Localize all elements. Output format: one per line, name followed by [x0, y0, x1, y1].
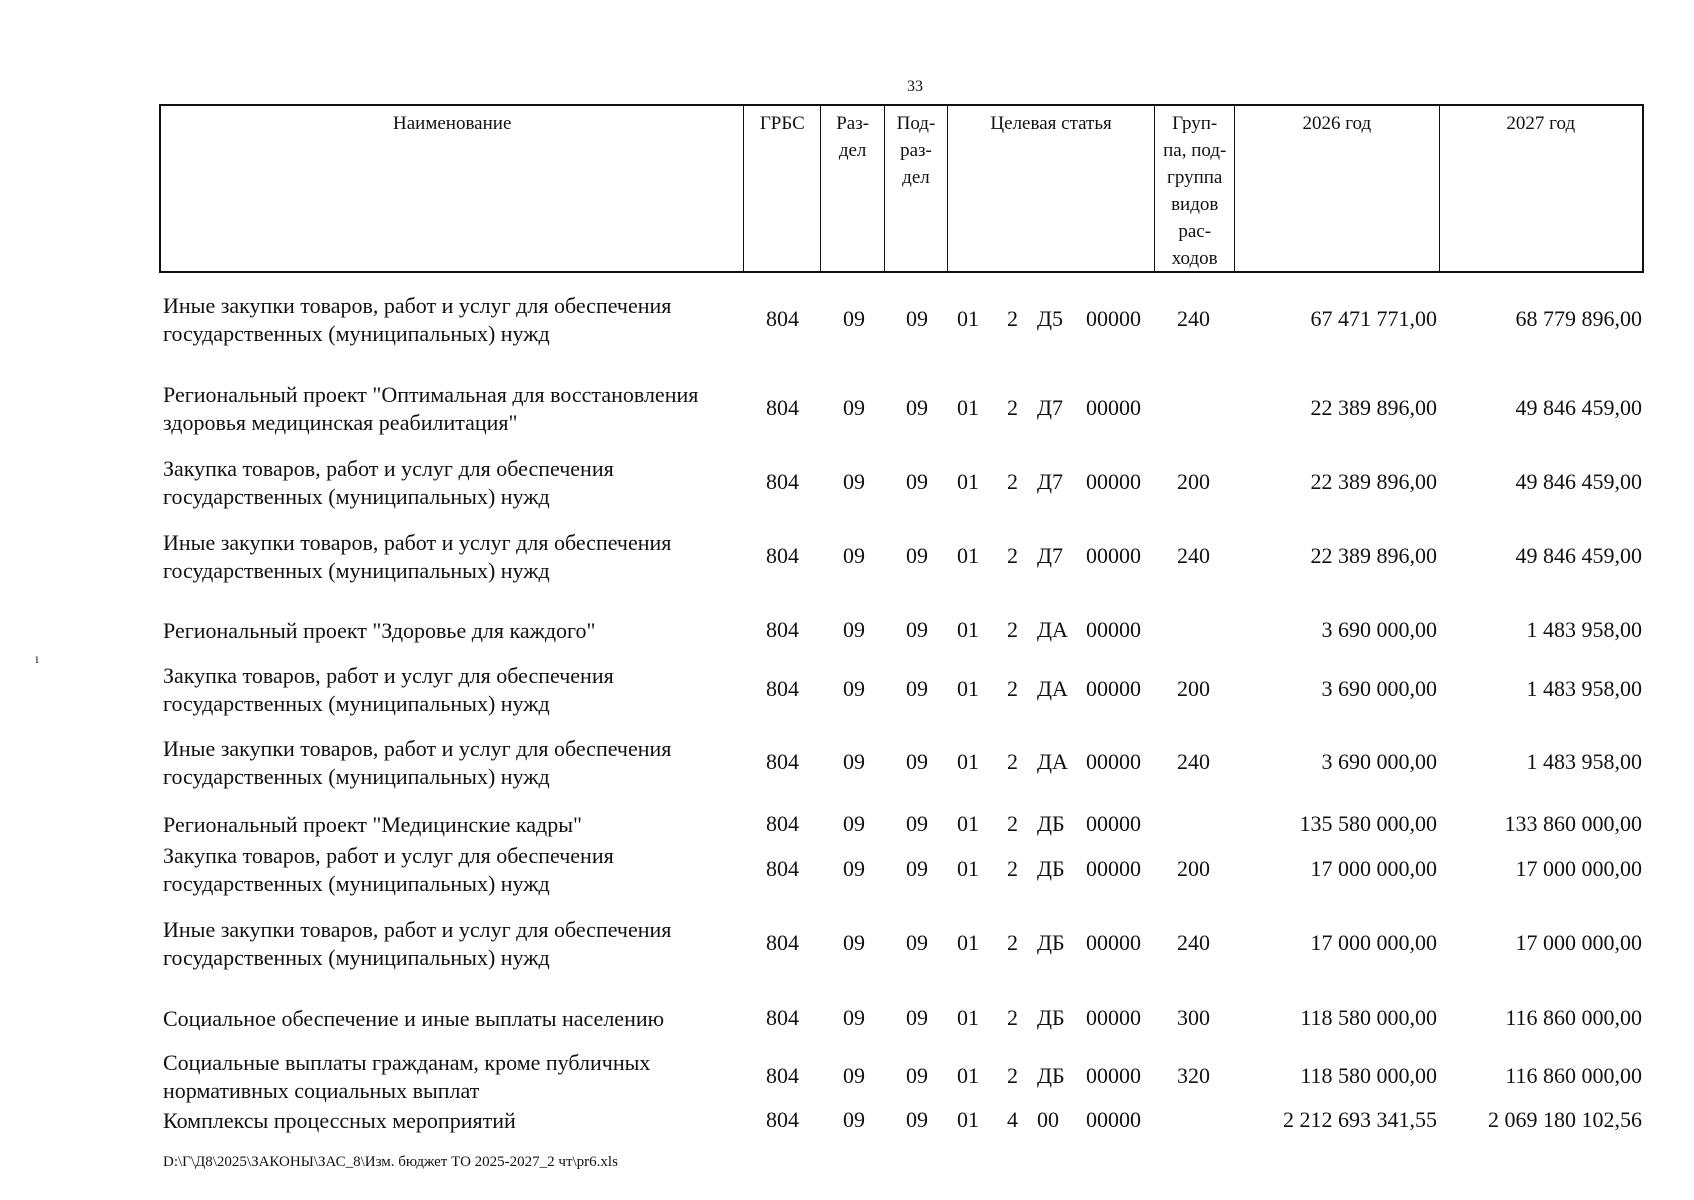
row-name: Региональный проект "Оптимальная для восстановления здоровья медицинская реабилитация" [163, 382, 699, 435]
cell-y2026: 118 580 000,00 [1300, 1063, 1437, 1088]
table-row [159, 529, 1644, 589]
cell-c1: 01 [957, 1063, 979, 1088]
cell-c1: 01 [957, 543, 979, 568]
header-2027: 2027 год [1506, 113, 1576, 134]
footer-file-path: D:\Г\Д8\2025\ЗАКОНЫ\ЗАС_8\Изм. бюджет ТО 2025-2027_2 чт\pr6.xls [163, 1154, 618, 1170]
cell-podrazdel: 09 [906, 1107, 928, 1132]
cell-c1: 01 [957, 930, 979, 955]
cell-podrazdel: 09 [906, 856, 928, 881]
row-name: Комплексы процессных мероприятий [163, 1108, 516, 1133]
cell-grbs: 804 [766, 676, 799, 701]
row-name: Закупка товаров, работ и услуг для обеспечения государственных (муниципальных) нужд [163, 663, 614, 716]
table-header [159, 104, 1644, 273]
cell-c2: 2 [1007, 306, 1018, 331]
cell-y2027: 133 860 000,00 [1504, 811, 1642, 836]
cell-c4: 00000 [1086, 1005, 1141, 1030]
table-row [159, 455, 1644, 515]
cell-c2: 2 [1007, 395, 1018, 420]
cell-c2: 2 [1007, 811, 1018, 836]
cell-c1: 01 [957, 676, 979, 701]
cell-razdel: 09 [843, 306, 865, 331]
table-row [159, 381, 1644, 441]
cell-c4: 00000 [1086, 676, 1141, 701]
cell-c2: 2 [1007, 617, 1018, 642]
row-name: Региональный проект "Медицинские кадры" [163, 812, 582, 837]
cell-c4: 00000 [1086, 811, 1141, 836]
cell-razdel: 09 [843, 930, 865, 955]
table-row [159, 842, 1644, 902]
cell-podrazdel: 09 [906, 930, 928, 955]
row-name: Закупка товаров, работ и услуг для обеспечения государственных (муниципальных) нужд [163, 843, 614, 896]
cell-podrazdel: 09 [906, 395, 928, 420]
cell-razdel: 09 [843, 395, 865, 420]
cell-grp: 200 [1177, 856, 1210, 881]
header-celevaya-statya: Целевая статья [948, 106, 1155, 271]
cell-y2027: 49 846 459,00 [1515, 543, 1642, 568]
header-podrazdel: Под- раз- дел [885, 106, 948, 271]
table-row [159, 292, 1644, 352]
cell-y2026: 3 690 000,00 [1321, 749, 1437, 774]
cell-podrazdel: 09 [906, 811, 928, 836]
cell-c2: 2 [1007, 930, 1018, 955]
header-gruppa-vidov-rashodov: Груп- па, под- группа видов рас- ходов [1155, 106, 1235, 271]
cell-c1: 01 [957, 749, 979, 774]
cell-y2027: 2 069 180 102,56 [1488, 1107, 1642, 1132]
cell-razdel: 09 [843, 749, 865, 774]
cell-grbs: 804 [766, 930, 799, 955]
cell-c4: 00000 [1086, 1107, 1141, 1132]
cell-c3: Д7 [1037, 543, 1064, 568]
cell-y2027: 49 846 459,00 [1515, 395, 1642, 420]
cell-c4: 00000 [1086, 617, 1141, 642]
cell-c3: 00 [1037, 1107, 1059, 1132]
cell-c2: 2 [1007, 676, 1018, 701]
cell-y2027: 1 483 958,00 [1526, 749, 1642, 774]
cell-y2027: 116 860 000,00 [1505, 1063, 1642, 1088]
cell-c4: 00000 [1086, 749, 1141, 774]
header-grbs: ГРБС [744, 106, 821, 271]
cell-c3: Д7 [1037, 469, 1064, 494]
cell-c4: 00000 [1086, 306, 1141, 331]
cell-y2026: 3 690 000,00 [1321, 676, 1437, 701]
cell-c4: 00000 [1086, 395, 1141, 420]
cell-razdel: 09 [843, 1063, 865, 1088]
cell-c3: ДБ [1037, 856, 1065, 881]
header-razdel: Раз- дел [821, 106, 885, 271]
cell-grbs: 804 [766, 1063, 799, 1088]
cell-c2: 2 [1007, 856, 1018, 881]
cell-y2026: 3 690 000,00 [1321, 617, 1437, 642]
table-row [159, 735, 1644, 795]
cell-y2026: 118 580 000,00 [1300, 1005, 1437, 1030]
cell-y2027: 1 483 958,00 [1526, 676, 1642, 701]
cell-c3: ДБ [1037, 1063, 1065, 1088]
cell-c3: Д7 [1037, 395, 1064, 420]
cell-y2026: 22 389 896,00 [1310, 543, 1437, 568]
cell-grp: 240 [1177, 306, 1210, 331]
cell-y2026: 22 389 896,00 [1310, 395, 1437, 420]
cell-c3: ДБ [1037, 811, 1065, 836]
cell-c4: 00000 [1086, 469, 1141, 494]
cell-grbs: 804 [766, 617, 799, 642]
header-name: Наименование [161, 106, 744, 271]
cell-podrazdel: 09 [906, 617, 928, 642]
cell-c2: 2 [1007, 1063, 1018, 1088]
row-name: Иные закупки товаров, работ и услуг для обеспечения государственных (муниципальных) нужд [163, 293, 672, 346]
cell-c4: 00000 [1086, 543, 1141, 568]
table-row [159, 662, 1644, 722]
row-name: Иные закупки товаров, работ и услуг для обеспечения государственных (муниципальных) нужд [163, 530, 672, 583]
cell-grbs: 804 [766, 1107, 799, 1132]
cell-podrazdel: 09 [906, 1063, 928, 1088]
cell-grbs: 804 [766, 1005, 799, 1030]
cell-grbs: 804 [766, 306, 799, 331]
cell-y2026: 135 580 000,00 [1299, 811, 1437, 836]
cell-c3: ДА [1037, 749, 1068, 774]
row-name: Социальные выплаты гражданам, кроме публичных нормативных социальных выплат [163, 1050, 651, 1103]
cell-c1: 01 [957, 856, 979, 881]
cell-razdel: 09 [843, 811, 865, 836]
cell-c1: 01 [957, 617, 979, 642]
cell-c1: 01 [957, 469, 979, 494]
cell-grp: 240 [1177, 930, 1210, 955]
cell-grbs: 804 [766, 469, 799, 494]
cell-razdel: 09 [843, 469, 865, 494]
cell-razdel: 09 [843, 543, 865, 568]
cell-c3: ДА [1037, 617, 1068, 642]
scan-mark: ı [35, 652, 39, 667]
cell-podrazdel: 09 [906, 469, 928, 494]
cell-grp: 240 [1177, 749, 1210, 774]
cell-c1: 01 [957, 811, 979, 836]
cell-grbs: 804 [766, 811, 799, 836]
cell-c1: 01 [957, 306, 979, 331]
cell-razdel: 09 [843, 1107, 865, 1132]
row-name: Региональный проект "Здоровье для каждого" [163, 618, 596, 643]
cell-c2: 2 [1007, 1005, 1018, 1030]
cell-grp: 300 [1177, 1005, 1210, 1030]
cell-podrazdel: 09 [906, 543, 928, 568]
cell-y2026: 67 471 771,00 [1310, 306, 1437, 331]
cell-y2026: 17 000 000,00 [1310, 930, 1437, 955]
cell-c1: 01 [957, 1005, 979, 1030]
cell-c2: 2 [1007, 469, 1018, 494]
cell-podrazdel: 09 [906, 676, 928, 701]
cell-grp: 320 [1177, 1063, 1210, 1088]
cell-y2026: 17 000 000,00 [1310, 856, 1437, 881]
row-name: Закупка товаров, работ и услуг для обеспечения государственных (муниципальных) нужд [163, 456, 614, 509]
row-name: Иные закупки товаров, работ и услуг для обеспечения государственных (муниципальных) нужд [163, 736, 672, 789]
cell-razdel: 09 [843, 676, 865, 701]
cell-c3: ДБ [1037, 1005, 1065, 1030]
cell-razdel: 09 [843, 617, 865, 642]
cell-c3: ДА [1037, 676, 1068, 701]
cell-c3: ДБ [1037, 930, 1065, 955]
cell-grp: 200 [1177, 469, 1210, 494]
cell-c4: 00000 [1086, 930, 1141, 955]
cell-y2027: 49 846 459,00 [1515, 469, 1642, 494]
row-name: Социальное обеспечение и иные выплаты населению [163, 1006, 665, 1031]
cell-c4: 00000 [1086, 856, 1141, 881]
table-row [159, 916, 1644, 976]
page-number: 33 [907, 78, 923, 95]
cell-grbs: 804 [766, 749, 799, 774]
cell-c2: 2 [1007, 749, 1018, 774]
table-row [159, 1049, 1644, 1109]
cell-grbs: 804 [766, 856, 799, 881]
cell-podrazdel: 09 [906, 749, 928, 774]
cell-c1: 01 [957, 1107, 979, 1132]
cell-podrazdel: 09 [906, 306, 928, 331]
cell-razdel: 09 [843, 856, 865, 881]
cell-y2027: 1 483 958,00 [1526, 617, 1642, 642]
cell-y2027: 17 000 000,00 [1515, 856, 1642, 881]
cell-c1: 01 [957, 395, 979, 420]
cell-c2: 4 [1007, 1107, 1018, 1132]
cell-c3: Д5 [1037, 306, 1064, 331]
cell-y2027: 116 860 000,00 [1505, 1005, 1642, 1030]
row-name: Иные закупки товаров, работ и услуг для обеспечения государственных (муниципальных) нужд [163, 917, 672, 970]
cell-grp: 240 [1177, 543, 1210, 568]
header-2026: 2026 год [1235, 106, 1439, 271]
cell-c4: 00000 [1086, 1063, 1141, 1088]
cell-c2: 2 [1007, 543, 1018, 568]
cell-grbs: 804 [766, 395, 799, 420]
cell-razdel: 09 [843, 1005, 865, 1030]
cell-grp: 200 [1177, 676, 1210, 701]
cell-podrazdel: 09 [906, 1005, 928, 1030]
cell-y2026: 2 212 693 341,55 [1283, 1107, 1437, 1132]
cell-y2027: 17 000 000,00 [1515, 930, 1642, 955]
cell-y2026: 22 389 896,00 [1310, 469, 1437, 494]
cell-y2027: 68 779 896,00 [1515, 306, 1642, 331]
cell-grbs: 804 [766, 543, 799, 568]
